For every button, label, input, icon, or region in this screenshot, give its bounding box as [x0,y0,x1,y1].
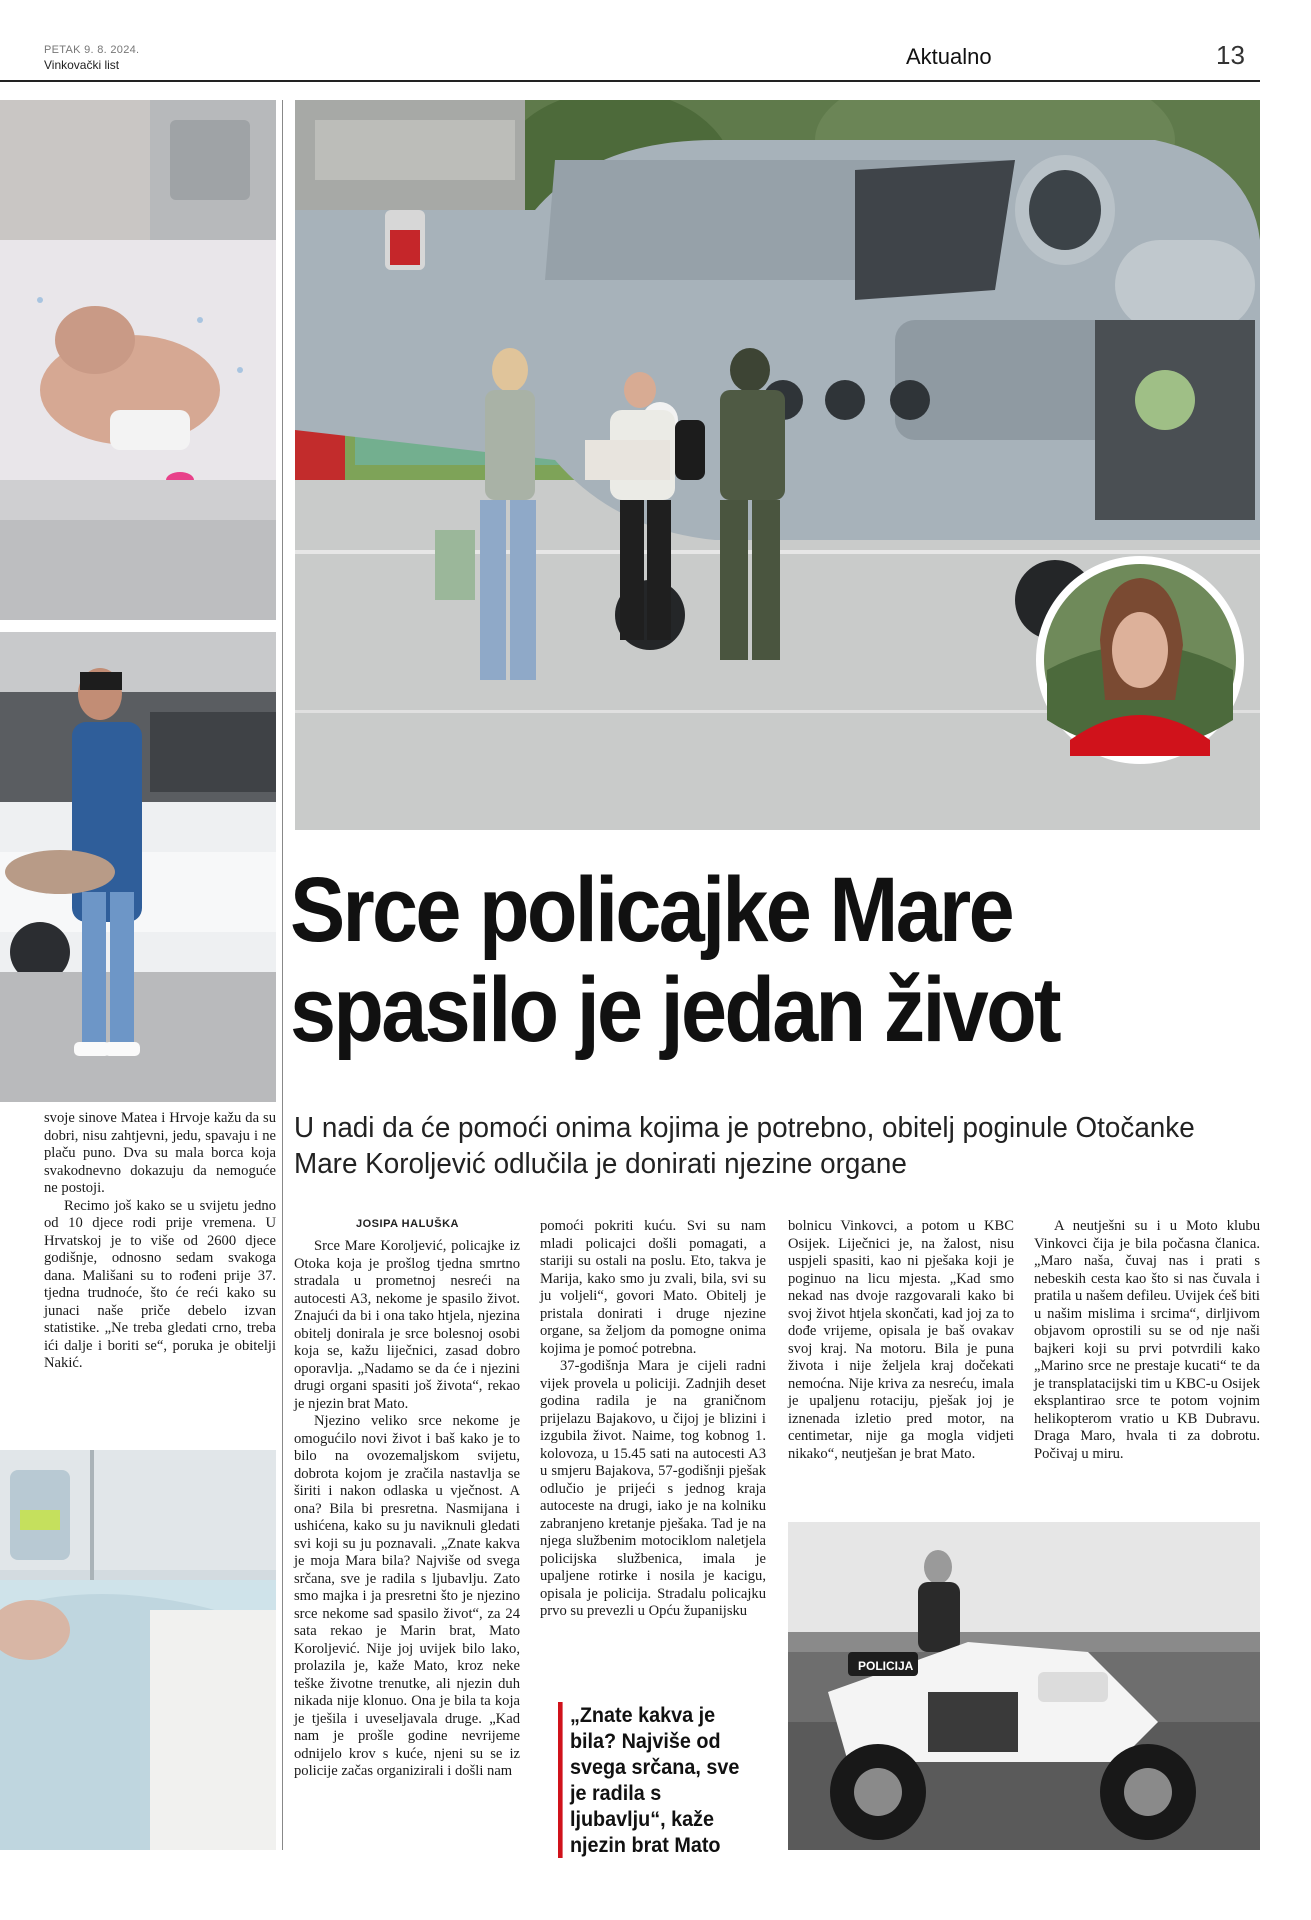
headline-line: Srce policajke Mare [290,859,1012,961]
article-column-2 [540,1218,766,1621]
subheadline: U nadi da će pomoći onima kojima je potrebno, obitelj poginule Otočanke Mare Koroljević odlučila je donirati njezine organe [294,1112,1195,1180]
issue-date: PETAK 9. 8. 2024. [44,44,140,56]
headline [290,860,1163,1060]
photo-father-with-babies [0,632,276,1102]
header-rule [0,80,1260,82]
headline-line: spasilo je jedan život [290,959,1059,1061]
author-byline: JOSIPA HALUŠKA [356,1218,459,1230]
publication-name: Vinkovački list [44,58,120,72]
article-column-1 [294,1238,520,1781]
paragraph: Srce Mare Koroljević, policajke iz Otoka koja je prošlog tjedna smrtno stradala u prometnoj nesreći na autocesti A3, nekome je spasilo život. Znajući da bi i ona tako htjela, njezina obitelj donirala je srce bolesnoj osobi koja se, kažu liječnici, zasad dobro oporavlja. „Nadamo se da će i njezini drugi organi spasiti još života“, rekao je njezin brat Mato. [294,1238,520,1412]
paragraph: pomoći pokriti kuću. Svi su nam mladi policajci došli pomagati, a stariji su ostali na poslu. Eto, takva je Marija, kako smo ju zvali, bila, svi su ju voljeli“, govori Mato. Obitelj je pristala donirati i druge njezine organe, sa željom da pomogne onima kojima je pomoć potrebna. [540,1218,766,1357]
paragraph: svoje sinove Matea i Hrvoje kažu da su dobri, nisu zahtjevni, jedu, spavaju i ne plaču puno. Dva su mala borca koja svakodnevno dokazuju da nemoguće ne postoji. [44,1110,276,1196]
section-title: Aktualno [906,44,992,69]
photo-police-motorcycle [788,1522,1260,1850]
pull-quote: „Znate kakva je bila? Najviše od svega srčana, sve je radila s ljubavlju“, kaže njezin brat Mato [558,1702,742,1858]
article-column-4 [1034,1218,1260,1463]
photo-newborn-incubator [0,100,276,620]
paragraph: A neutješni su i u Moto klubu Vinkovci čija je bila počasna članica. „Maro naša, čuvaj nas i prati s nebeskih cesta kao što si nas čuvala i pratila u našem defileu. Uvijek ćeš biti u našim mislima i srcima“, dirljivom objavom oprostili su se od nje naši bajkeri koji su prvi potvrdili kako „Marino srce ne prestaje kucati“ te da je transplatacijski tim u KBC-u Osijek eksplantirao srce te potom vojnim helikopterom vratio u KB Dubravu. Draga Maro, hvala ti za dobrotu. Počivaj u miru. [1034,1218,1260,1462]
paragraph: 37-godišnja Mara je cijeli radni vijek provela u policiji. Zadnjih deset godina radila je na graničnom prijelazu Bajakovo, u čijoj je blizini i izgubila život. Naime, tog kobnog 1. kolovoza, u 15.45 sati na autocesti A3 u smjeru Bajakova, 57-godišnji pješak odlučio je prijeći s jednog kraja autoceste na drugi, iako je na kolniku zabranjeno kretanje pješaka. Tad je na njega službenim motociklom naletjela policijska službenica, imala je upaljene rotirke i nosila je kacigu, opisala je policija. Stradalu policajku prvo su prevezli u Opću županijsku [540,1358,766,1619]
photo-baby-hospital [0,1450,276,1850]
paragraph: bolnicu Vinkovci, a potom u KBC Osijek. Liječnici je, na žalost, nisu uspjeli spasiti, kao ni pješaka koji je poginuo na licu mjesta. „Kad smo nekad nas dvoje razgovarali kako bi svoj život htjela skončati, kad joj za to dođe vrijeme, opisala je baš ovakav svoj kraj. Na motoru. Bila je puna života i nije željela kraj dočekati nemoćna. Nije kriva za nesreću, imala je upaljenu rotaciju, pješak joj je iznenada izletio pred motor, na centimetar, nije ga mogla vidjeti nikako“, neutješan je brat Mato. [788,1218,1014,1462]
page-number: 13 [1216,40,1245,70]
column-divider [282,100,283,1850]
photo-helicopter-transport [295,100,1260,830]
paragraph: Njezino veliko srce nekome je omogućilo novi život i baš kako je to bilo na ovozemaljskom svijetu, dobrota kojom je zračila nastavlja se širiti i nakon odlaska u vječnost. A ona? Bila bi presretna. Nasmijana i ushićena, kako su ju naviknuli gledati svi koji su ju poznavali. „Znate kakva je moja Mara bila? Najviše od svega srčana, sve je radila s ljubavlju. Zato smo majka i ja presretni što je njezino srce nekome sad spasilo život“, za 24 sata rekao je Marin brat, Mato Koroljević. Nije joj uvijek bilo lako, prolazila je, kaže Mato, kroz neke teške životne trenutke, ali njezin duh nikada nije klonuo. Ona je bila ta koja je tješila i uveseljavala druge. „Kad nam je prošle godine nevrijeme odnijelo krov s kuće, njeni su se iz policije začas organizirali i došli nam [294,1413,520,1779]
left-column-text [44,1110,276,1373]
paragraph: Recimo još kako se u svijetu jedno od 10 djece rodi prije vremena. U Hrvatskoj je to više od 2600 djece godišnje, odnosno sedam svakoga dana. Mališani su to rođeni prije 37. tjedna trudnoće, što će reći kako su junaci naše priče debelo izvan statistike. „Ne treba gledati crno, treba ići dalje i boriti se“, poruka je obitelji Nakić. [44,1197,276,1371]
motorcycle-police-label: POLICIJA [858,1659,914,1673]
article-column-3 [788,1218,1014,1463]
